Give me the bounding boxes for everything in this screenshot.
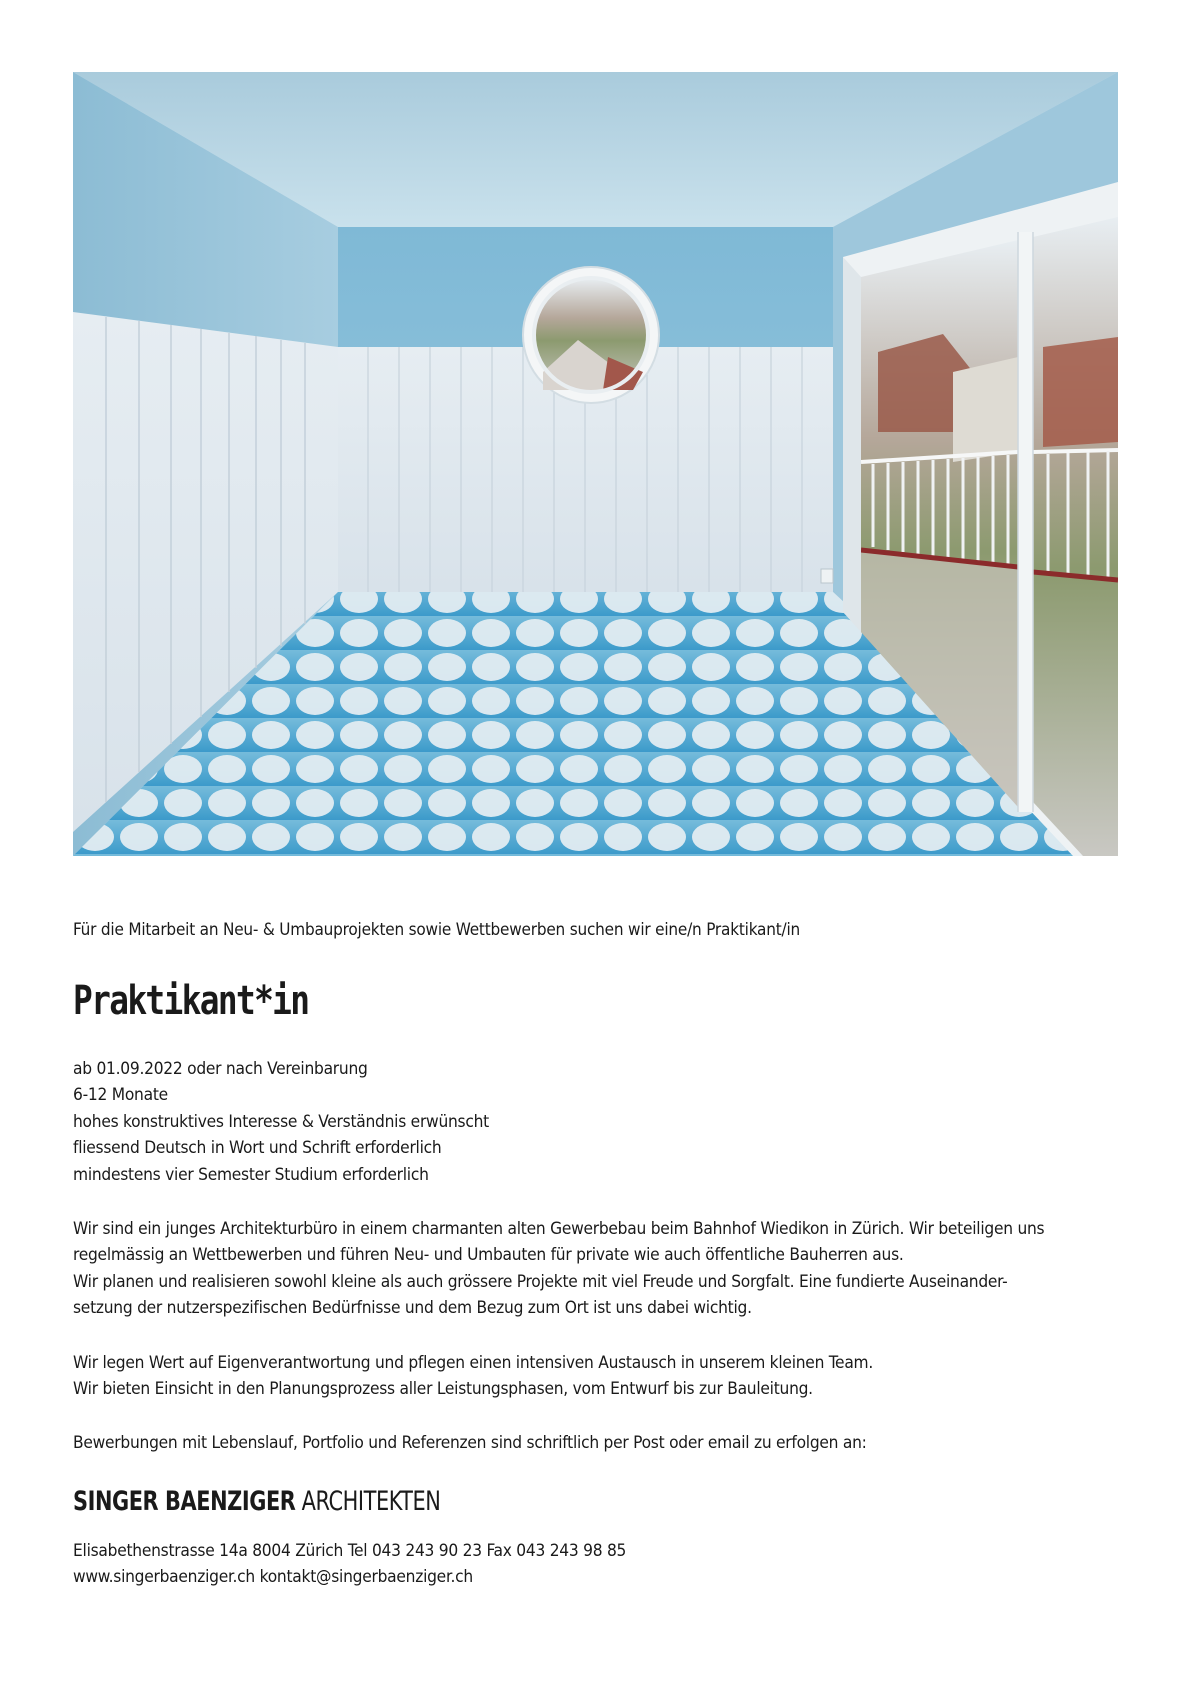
firm-name-bold: SINGER BAENZIGER — [73, 1486, 296, 1517]
requirements-list — [73, 1056, 489, 1188]
address-line: Elisabethenstrasse 14a 8004 Zürich Tel 043 243 90 23 Fax 043 243 98 85 — [73, 1541, 627, 1561]
application-line: Bewerbungen mit Lebenslauf, Portfolio und Referenzen sind schriftlich per Post oder email zu erfolgen an: — [73, 1433, 867, 1453]
about-line: regelmässig an Wettbewerben und führen Neu- und Umbauten für private wie auch öffentliche Bauherren aus. — [73, 1245, 904, 1266]
offer-paragraph — [73, 1350, 873, 1403]
firm-name-light: ARCHITEKTEN — [295, 1486, 441, 1517]
firm-name — [73, 1486, 440, 1517]
application-paragraph — [73, 1430, 867, 1456]
offer-line: Wir legen Wert auf Eigenverantwortung und pflegen einen intensiven Austausch in unserem kleinen Team. — [73, 1353, 874, 1373]
requirement-item: ab 01.09.2022 oder nach Vereinbarung — [73, 1059, 368, 1079]
room-photo — [73, 72, 1118, 856]
about-line: Wir sind ein junges Architekturbüro in einem charmanten alten Gewerbebau beim Bahnhof Wiedikon in Zürich. Wir beteiligen uns — [73, 1219, 1045, 1239]
about-line: setzung der nutzerspezifischen Bedürfnisse und dem Bezug zum Ort ist uns dabei wichtig. — [73, 1298, 752, 1319]
page-title: Praktikant*in — [73, 978, 309, 1024]
room-illustration — [73, 72, 1118, 856]
requirement-item: fliessend Deutsch in Wort und Schrift erforderlich — [73, 1138, 442, 1159]
intro-text: Für die Mitarbeit an Neu- & Umbauprojekten sowie Wettbewerben suchen wir eine/n Praktikant/in — [73, 920, 801, 940]
web-line: www.singerbaenziger.ch kontakt@singerbaenziger.ch — [73, 1567, 473, 1588]
about-line: Wir planen und realisieren sowohl kleine als auch grössere Projekte mit viel Freude und Sorgfalt. Eine fundierte Auseinander- — [73, 1271, 1008, 1292]
requirement-item: hohes konstruktives Interesse & Verständnis erwünscht — [73, 1111, 489, 1132]
contact-block — [73, 1538, 626, 1591]
offer-line: Wir bieten Einsicht in den Planungsprozess aller Leistungsphasen, vom Entwurf bis zur Bauleitung. — [73, 1379, 813, 1400]
requirement-item: mindestens vier Semester Studium erforderlich — [73, 1164, 429, 1185]
requirement-item: 6-12 Monate — [73, 1085, 168, 1106]
about-paragraph — [73, 1216, 1044, 1322]
